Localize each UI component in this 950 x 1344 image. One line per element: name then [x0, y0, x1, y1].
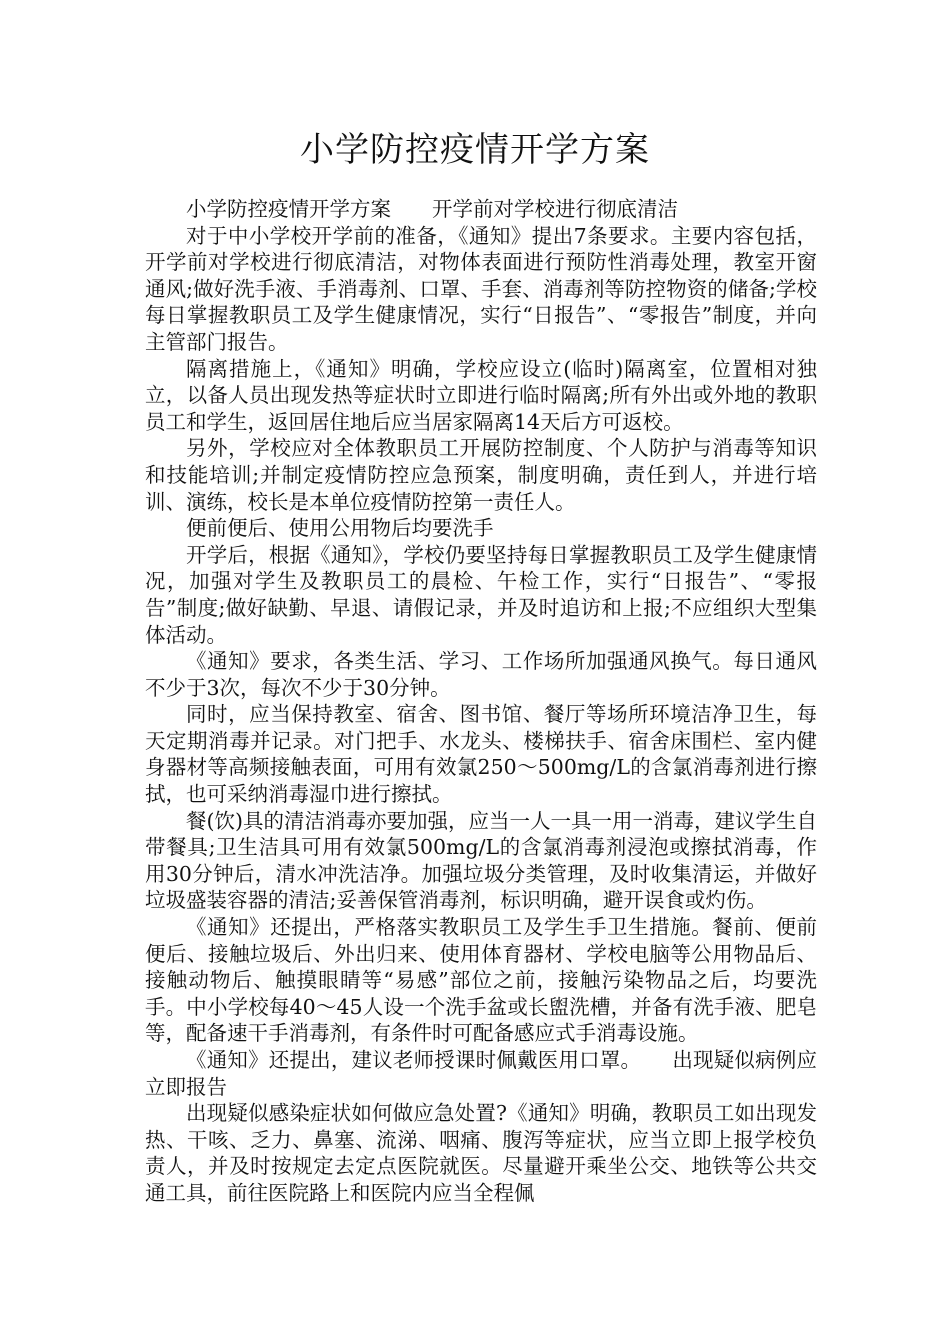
paragraph: 餐(饮)具的清洁消毒亦要加强，应当一人一具一用一消毒，建议学生自带餐具;卫生洁具可用有效氯500mg/L的含氯消毒剂浸泡或擦拭消毒，作用30分钟后，清水冲洗洁净。加强垃圾分类管理，及时收集清运，并做好垃圾盛装容器的清洁;妥善保管消毒剂，标识明确，避开误食或灼伤。	[145, 808, 817, 913]
paragraph: 同时，应当保持教室、宿舍、图书馆、餐厅等场所环境洁净卫生，每天定期消毒并记录。对门把手、水龙头、楼梯扶手、宿舍床围栏、室内健身器材等高频接触表面，可用有效氯250～500mg/L的含氯消毒剂进行擦拭，也可采纳消毒湿巾进行擦拭。	[145, 702, 817, 807]
paragraph: 另外，学校应对全体教职员工开展防控制度、个人防护与消毒等知识和技能培训;并制定疫情防控应急预案，制度明确，责任到人，并进行培训、演练，校长是本单位疫情防控第一责任人。	[145, 436, 817, 514]
paragraph: 隔离措施上，《通知》明确，学校应设立(临时)隔离室，位置相对独立，以备人员出现发热等症状时立即进行临时隔离;所有外出或外地的教职员工和学生，返回居住地后应当居家隔离14天后方可返校。	[145, 356, 817, 434]
paragraph: 开学后，根据《通知》，学校仍要坚持每日掌握教职员工及学生健康情况，加强对学生及教职员工的晨检、午检工作，实行“日报告”、“零报告”制度;做好缺勤、早退、请假记录，并及时追访和上报;不应组织大型集体活动。	[145, 542, 817, 647]
paragraph: 《通知》还提出，严格落实教职员工及学生手卫生措施。餐前、便前便后、接触垃圾后、外出归来、使用体育器材、学校电脑等公用物品后、接触动物后、触摸眼睛等“易感”部位之前，接触污染物品之后，均要洗手。中小学校每40～45人设一个洗手盆或长盥洗槽，并备有洗手液、肥皂等，配备速干手消毒剂，有条件时可配备感应式手消毒设施。	[145, 915, 817, 1046]
document-body	[145, 196, 817, 1207]
paragraph: 小学防控疫情开学方案 开学前对学校进行彻底清洁	[186, 197, 678, 221]
paragraph: 对于中小学校开学前的准备，《通知》提出7条要求。主要内容包括，开学前对学校进行彻底清洁，对物体表面进行预防性消毒处理，教室开窗通风;做好洗手液、手消毒剂、口罩、手套、消毒剂等防控物资的储备;学校每日掌握教职员工及学生健康情况，实行“日报告”、“零报告”制度，并向主管部门报告。	[145, 223, 817, 354]
paragraph: 便前便后、使用公用物后均要洗手	[186, 516, 494, 541]
paragraph: 《通知》还提出，建议老师授课时佩戴医用口罩。 出现疑似病例应立即报告	[145, 1048, 817, 1099]
document-title: 小学防控疫情开学方案	[300, 130, 650, 170]
paragraph: 出现疑似感染症状如何做应急处置?《通知》明确，教职员工如出现发热、干咳、乏力、鼻塞、流涕、咽痛、腹泻等症状，应当立即上报学校负责人，并及时按规定去定点医院就医。尽量避开乘坐公交、地铁等公共交通工具，前往医院路上和医院内应当全程佩	[145, 1101, 817, 1205]
paragraph: 《通知》要求，各类生活、学习、工作场所加强通风换气。每日通风不少于3次，每次不少于30分钟。	[145, 649, 817, 700]
